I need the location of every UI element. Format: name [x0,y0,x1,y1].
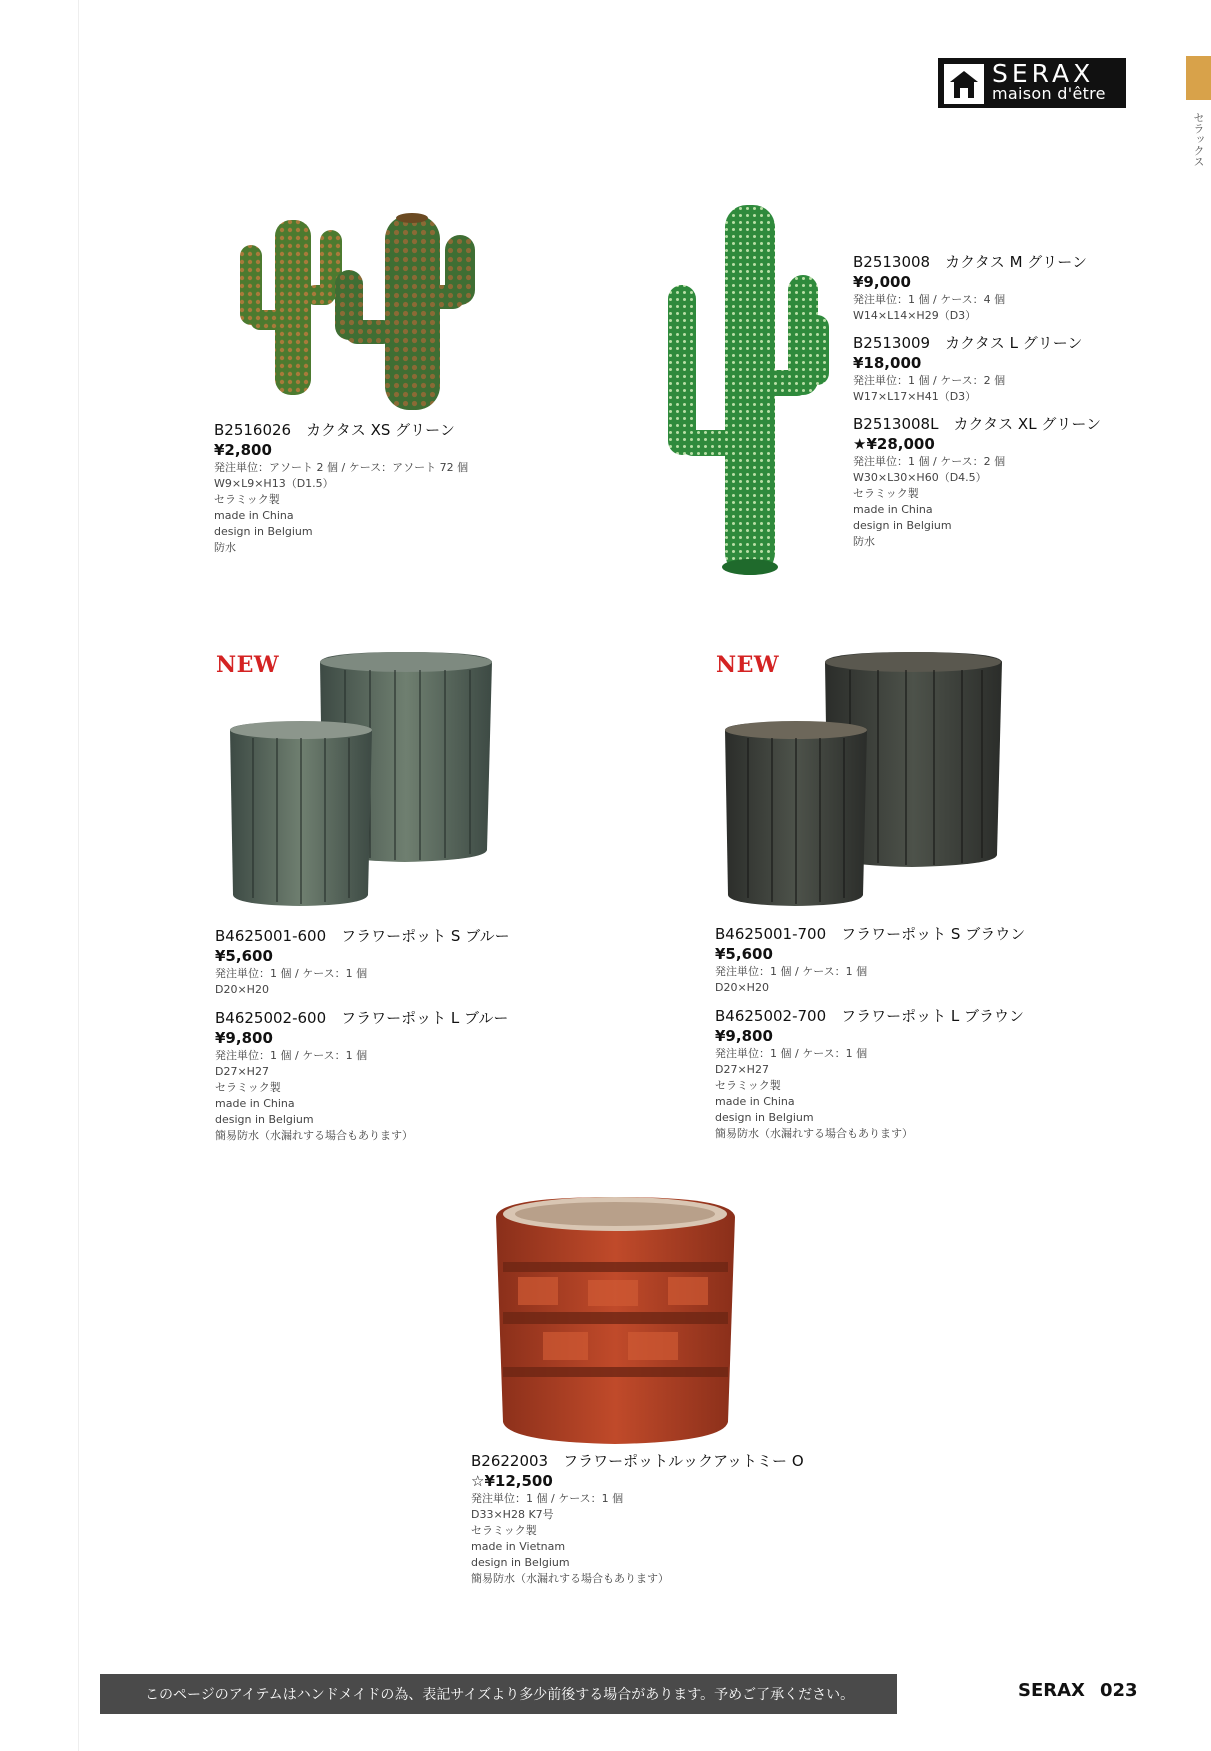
product-detail: 発注単位：1 個 / ケース：2 個 [853,374,1006,387]
product-detail: made in China [214,509,294,522]
product-detail: セラミック製 [214,493,280,506]
product-detail: D27×H27 [215,1065,269,1078]
product-flower-pot-s-blue [215,926,510,998]
product-title: B4625001-600 フラワーポット S ブルー [215,927,510,945]
page-number: 023 [1100,1680,1138,1701]
product-detail: D20×H20 [215,983,269,996]
product-cactus-m [853,252,1087,324]
product-detail: 発注単位：1 個 / ケース：1 個 [471,1492,624,1505]
product-detail: セラミック製 [853,487,919,500]
product-price: ¥2,800 [214,441,272,459]
product-title: B2516026 カクタス XS グリーン [214,421,455,439]
page-margin-line [78,0,79,1751]
logo-brand: SERAX [992,59,1095,88]
product-title: B4625002-700 フラワーポット L ブラウン [715,1007,1025,1025]
product-detail: D20×H20 [715,981,769,994]
product-cactus-xl [853,414,1101,550]
product-cactus-l [853,333,1082,405]
new-badge: NEW [716,652,780,678]
product-detail: 発注単位：1 個 / ケース：1 個 [215,1049,368,1062]
product-price: ¥18,000 [853,354,922,372]
product-detail: 簡易防水（水漏れする場合もあります） [215,1129,413,1142]
product-detail: made in China [215,1097,295,1110]
product-detail: D27×H27 [715,1063,769,1076]
product-cactus-xs [214,420,468,556]
product-title: B2513008 カクタス M グリーン [853,253,1087,271]
new-badge: NEW [216,652,280,678]
product-detail: design in Belgium [215,1113,314,1126]
product-detail: 発注単位：1 個 / ケース：4 個 [853,293,1006,306]
product-detail: W14×L14×H29（D3） [853,309,977,322]
cactus-xs-image [230,210,500,410]
product-price: ☆¥12,500 [471,1472,553,1490]
product-detail: design in Belgium [214,525,313,538]
product-price: ★¥28,000 [853,435,935,453]
house-icon [944,64,984,104]
product-price: ¥5,600 [215,947,273,965]
product-flower-pot-s-brown [715,924,1025,996]
product-detail: セラミック製 [471,1524,537,1537]
product-detail: 防水 [214,541,236,554]
product-title: B4625001-700 フラワーポット S ブラウン [715,925,1026,943]
footer-notice-bar [100,1674,897,1714]
serax-logo [938,58,1126,108]
flower-pot-blue-image [225,650,505,920]
cactus-tall-image [660,205,840,580]
product-detail: W17×L17×H41（D3） [853,390,977,403]
product-detail: design in Belgium [715,1111,814,1124]
product-title: B2513009 カクタス L グリーン [853,334,1083,352]
section-tab [1186,56,1211,100]
product-detail: 発注単位：1 個 / ケース：1 個 [715,1047,868,1060]
product-detail: made in China [853,503,933,516]
product-price: ¥9,800 [215,1029,273,1047]
product-flower-pot-l-brown [715,1006,1024,1142]
product-flower-pot-l-blue [215,1008,508,1144]
product-title: B2513008L カクタス XL グリーン [853,415,1102,433]
product-detail: design in Belgium [853,519,952,532]
product-detail: 発注単位：1 個 / ケース：1 個 [215,967,368,980]
product-price: ¥9,800 [715,1027,773,1045]
product-detail: セラミック製 [215,1081,281,1094]
flower-pot-look-at-me-image [488,1192,743,1447]
product-detail: セラミック製 [715,1079,781,1092]
product-detail: made in China [715,1095,795,1108]
product-detail: 発注単位：1 個 / ケース：1 個 [715,965,868,978]
product-detail: 防水 [853,535,875,548]
flower-pot-brown-image [720,650,1010,920]
product-price: ¥5,600 [715,945,773,963]
logo-tagline: maison d'être [992,84,1106,103]
product-detail: 発注単位：アソート 2 個 / ケース：アソート 72 個 [214,461,469,474]
product-price: ¥9,000 [853,273,911,291]
section-label: セラックス [1192,112,1205,167]
product-detail: 発注単位：1 個 / ケース：2 個 [853,455,1006,468]
product-detail: 簡易防水（水漏れする場合もあります） [715,1127,913,1140]
product-detail: W30×L30×H60（D4.5） [853,471,987,484]
product-detail: made in Vietnam [471,1540,566,1553]
product-detail: W9×L9×H13（D1.5） [214,477,334,490]
product-flower-pot-look-at-me [471,1451,804,1587]
product-detail: design in Belgium [471,1556,570,1569]
footer-brand: SERAX [1018,1680,1085,1701]
product-detail: D33×H28 K7号 [471,1508,554,1521]
footer-notice: このページのアイテムはハンドメイドの為、表記サイズより多少前後する場合があります。予めご了承ください。 [145,1687,855,1703]
product-title: B2622003 フラワーポットルックアットミー O [471,1452,804,1470]
product-detail: 簡易防水（水漏れする場合もあります） [471,1572,669,1585]
product-title: B4625002-600 フラワーポット L ブルー [215,1009,509,1027]
